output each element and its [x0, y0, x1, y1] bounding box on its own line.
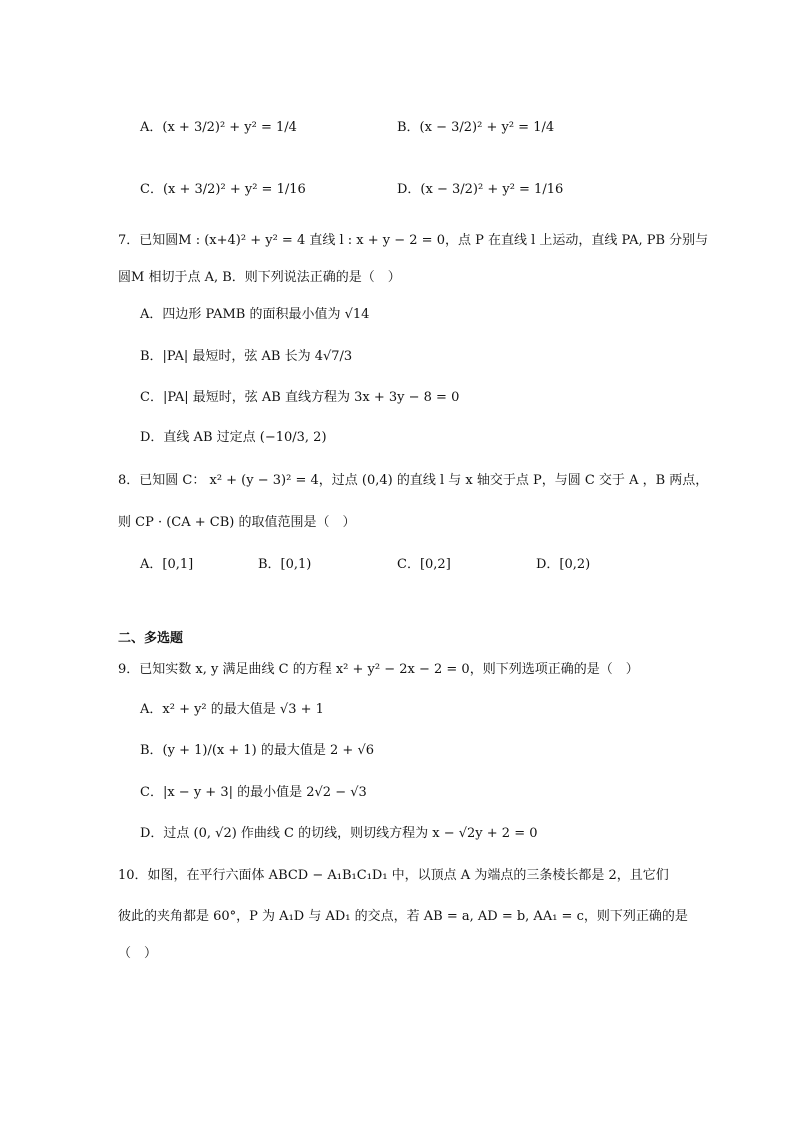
q8-option-d: D．[0,2) — [536, 557, 591, 572]
q9-option-c: C．|x − y + 3| 的最小值是 2√2 − √3 — [140, 785, 367, 800]
q9-option-a: A．x² + y² 的最大值是 √3 + 1 — [140, 702, 324, 717]
q7-option-b: B．|PA| 最短时，弦 AB 长为 4√7/3 — [140, 349, 353, 364]
q8-stem-line2: 则 CP · (CA + CB) 的取值范围是（ ） — [118, 515, 356, 530]
q6-option-d: D．(x − 3/2)² + y² = 1/16 — [397, 182, 564, 197]
q8-stem-line1: 8．已知圆 C： x² + (y − 3)² = 4，过点 (0,4) 的直线 l 与 x 轴交于点 P，与圆 C 交于 A ，B 两点， — [118, 473, 709, 488]
q6-option-b: B．(x − 3/2)² + y² = 1/4 — [397, 120, 555, 135]
q10-stem-line2: 彼此的夹角都是 60°，P 为 A₁D 与 AD₁ 的交点，若 AB = a, AD = b, AA₁ = c，则下列正确的是 — [118, 909, 688, 924]
q7-option-d: D．直线 AB 过定点 (−10/3, 2) — [140, 430, 327, 445]
q7-option-c: C．|PA| 最短时，弦 AB 直线方程为 3x + 3y − 8 = 0 — [140, 390, 460, 405]
q10-stem-line3: （ ） — [118, 946, 158, 961]
q7-stem-line1: 7．已知圆M : (x+4)² + y² = 4 直线 l : x + y − 2 = 0，点 P 在直线 l 上运动，直线 PA, PB 分别与 — [118, 233, 709, 248]
section-title: 二、多选题 — [118, 631, 184, 646]
q6-option-c: C．(x + 3/2)² + y² = 1/16 — [140, 182, 306, 197]
q9-option-b: B．(y + 1)/(x + 1) 的最大值是 2 + √6 — [140, 743, 375, 758]
q8-option-a: A．[0,1] — [140, 557, 194, 572]
q9-option-d: D．过点 (0, √2) 作曲线 C 的切线，则切线方程为 x − √2y + 2 = 0 — [140, 826, 538, 841]
q10-stem-line1: 10．如图，在平行六面体 ABCD − A₁B₁C₁D₁ 中，以顶点 A 为端点的三条棱长都是 2，且它们 — [118, 868, 669, 883]
q6-option-a: A．(x + 3/2)² + y² = 1/4 — [140, 120, 297, 135]
q8-option-c: C．[0,2] — [397, 557, 451, 572]
q7-option-a: A．四边形 PAMB 的面积最小值为 √14 — [140, 307, 370, 322]
q8-option-b: B．[0,1) — [258, 557, 312, 572]
q9-stem: 9．已知实数 x, y 满足曲线 C 的方程 x² + y² − 2x − 2 = 0，则下列选项正确的是（ ） — [118, 662, 639, 677]
q7-stem-line2: 圆M 相切于点 A, B．则下列说法正确的是（ ） — [118, 270, 401, 285]
